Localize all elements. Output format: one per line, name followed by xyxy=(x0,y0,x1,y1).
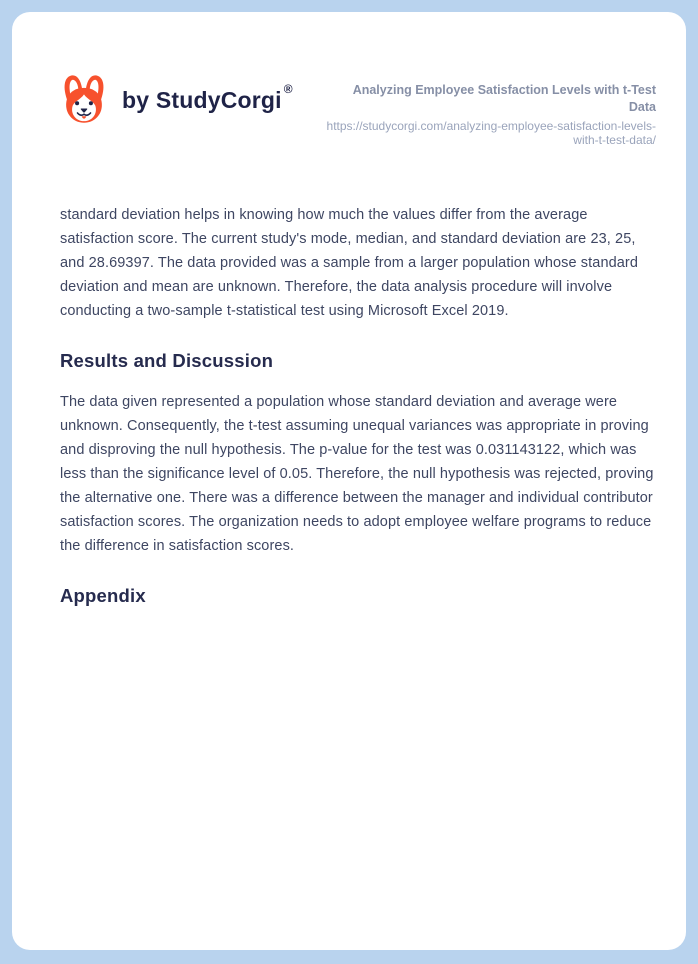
document-url-link[interactable]: https://studycorgi.com/analyzing-employee-satisfaction-levels-with-t-test-data/ xyxy=(326,118,656,147)
registered-mark: ® xyxy=(283,81,293,96)
document-meta xyxy=(326,74,656,147)
section-heading-results: Results and Discussion xyxy=(60,350,274,372)
logo-text: by StudyCorgi ® xyxy=(122,81,293,113)
results-paragraph: The data given represented a population whose standard deviation and average were unknown. Consequently, the t-test assuming unequal variances was appropriate in proving and disproving the null hypothesis. The p-value for the test was 0.031143122, which was less than the significance level of 0.05. Therefore, the null hypothesis was rejected, proving the alternative one. There was a difference between the manager and individual contributor satisfaction scores. The organization needs to adopt employee welfare programs to reduce the difference in satisfaction scores. xyxy=(60,394,654,555)
document-body xyxy=(12,147,686,607)
intro-paragraph: standard deviation helps in knowing how much the values differ from the average satisfaction score. The current study's mode, median, and standard deviation are 23, 25, and 28.69397. The data provided was a sample from a larger population whose standard deviation and mean are unknown. Therefore, the data analysis procedure will involve conducting a two-sample t-statistical test using Microsoft Excel 2019. xyxy=(60,207,639,320)
document-header xyxy=(12,12,686,147)
corgi-icon xyxy=(58,74,110,126)
studycorgi-logo[interactable] xyxy=(58,74,293,126)
document-card xyxy=(12,12,686,950)
section-heading-appendix: Appendix xyxy=(60,585,146,607)
document-title: Analyzing Employee Satisfaction Levels with t-Test Data xyxy=(352,83,656,114)
